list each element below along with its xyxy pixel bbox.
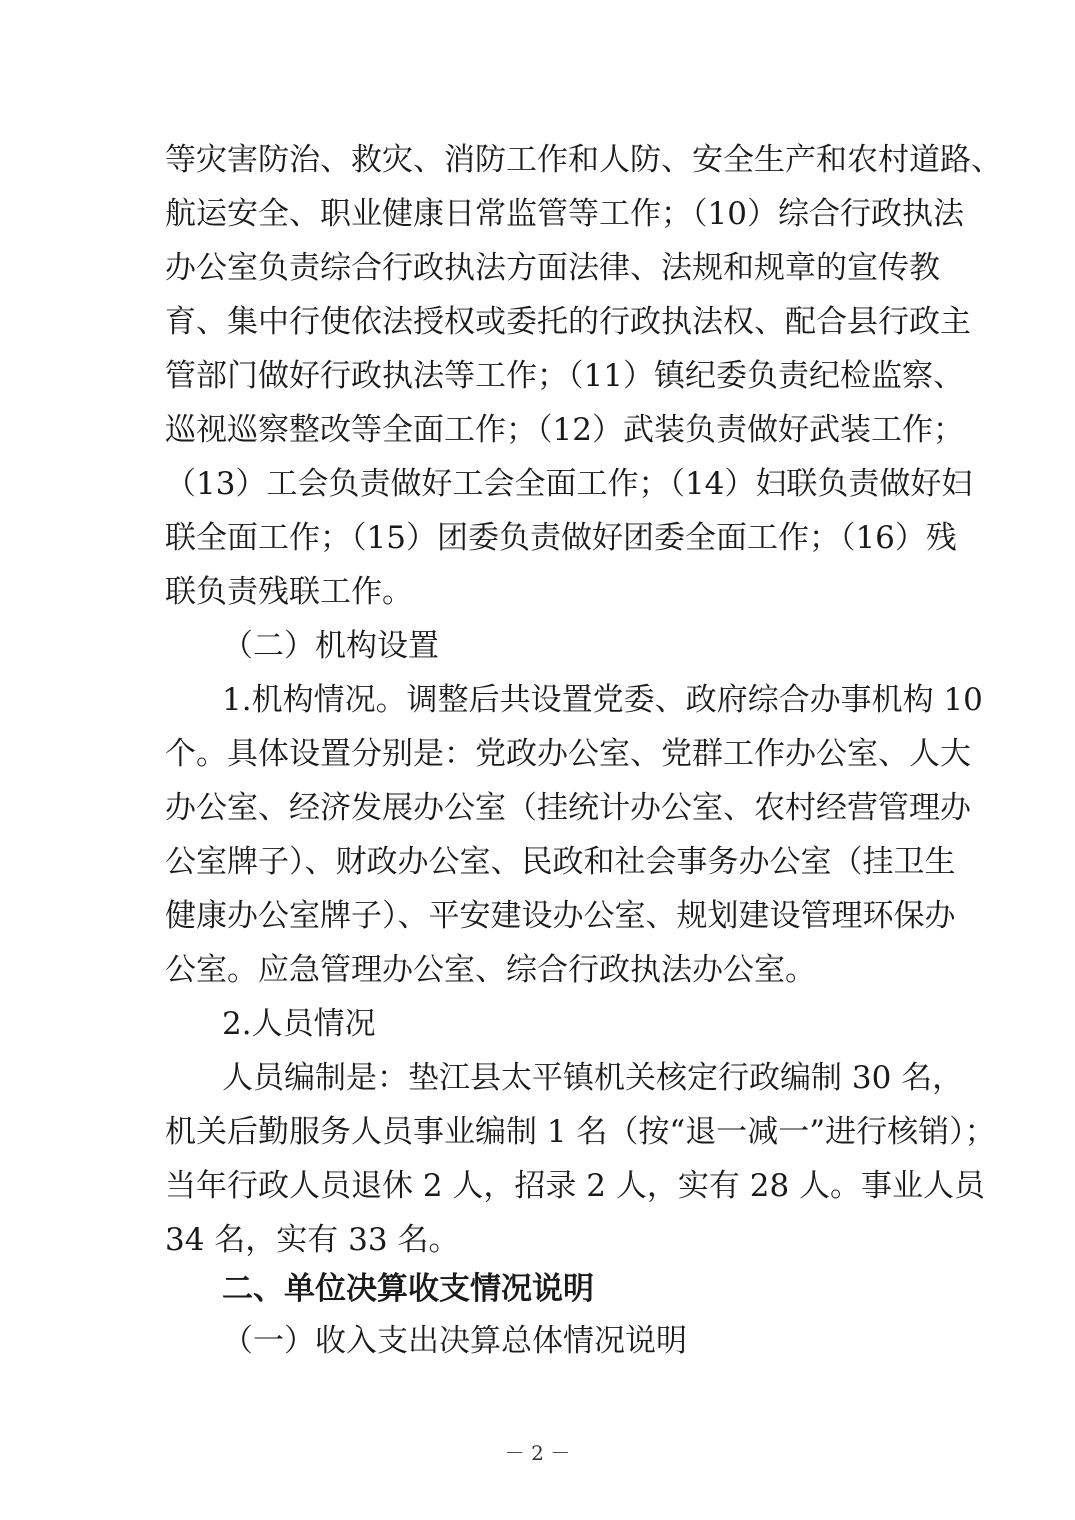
paragraph-line: 公室牌子）、财政办公室、民政和社会事务办公室（挂卫生: [165, 844, 956, 880]
paragraph-line: 联全面工作；（15）团委负责做好团委全面工作；（16）残: [165, 520, 957, 556]
paragraph-line: 育、集中行使依法授权或委托的行政执法权、配合县行政主: [165, 304, 971, 340]
subsection-heading: 2.人员情况: [222, 1006, 376, 1042]
paragraph-line: 个。具体设置分别是：党政办公室、党群工作办公室、人大: [165, 736, 971, 772]
chapter-heading: 二、单位决算收支情况说明: [222, 1271, 594, 1307]
paragraph-line: 办公室负责综合行政执法方面法律、法规和规章的宣传教: [165, 250, 940, 286]
paragraph-line: 机关后勤服务人员事业编制 1 名（按“退一减一”进行核销）；: [165, 1114, 996, 1150]
paragraph-line: 人员编制是：垫江县太平镇机关核定行政编制 30 名，: [222, 1060, 964, 1096]
page-number: － 2 －: [504, 1441, 571, 1465]
paragraph-line: 34 名，实有 33 名。: [165, 1222, 460, 1258]
paragraph-line: 巡视巡察整改等全面工作；（12）武装负责做好武装工作；: [165, 412, 964, 448]
paragraph-line: 1.机构情况。调整后共设置党委、政府综合办事机构 10: [222, 682, 983, 718]
paragraph-line: （13）工会负责做好工会全面工作；（14）妇联负责做好妇: [165, 466, 973, 502]
paragraph-line: 管部门做好行政执法等工作；（11）镇纪委负责纪检监察、: [165, 358, 964, 394]
paragraph-line: 公室。应急管理办公室、综合行政执法办公室。: [165, 952, 816, 988]
paragraph-line: 当年行政人员退休 2 人，招录 2 人，实有 28 人。事业人员: [165, 1168, 986, 1204]
paragraph-line: 联负责残联工作。: [165, 574, 413, 610]
paragraph-line: 健康办公室牌子）、平安建设办公室、规划建设管理环保办: [165, 898, 956, 934]
section-heading: （二）机构设置: [222, 628, 439, 664]
paragraph-line: 办公室、经济发展办公室（挂统计办公室、农村经营管理办: [165, 790, 971, 826]
section-heading: （一）收入支出决算总体情况说明: [222, 1323, 687, 1359]
paragraph-line: 等灾害防治、救灾、消防工作和人防、安全生产和农村道路、: [165, 142, 1002, 178]
paragraph-line: 航运安全、职业健康日常监管等工作；（10）综合行政执法: [165, 196, 964, 232]
